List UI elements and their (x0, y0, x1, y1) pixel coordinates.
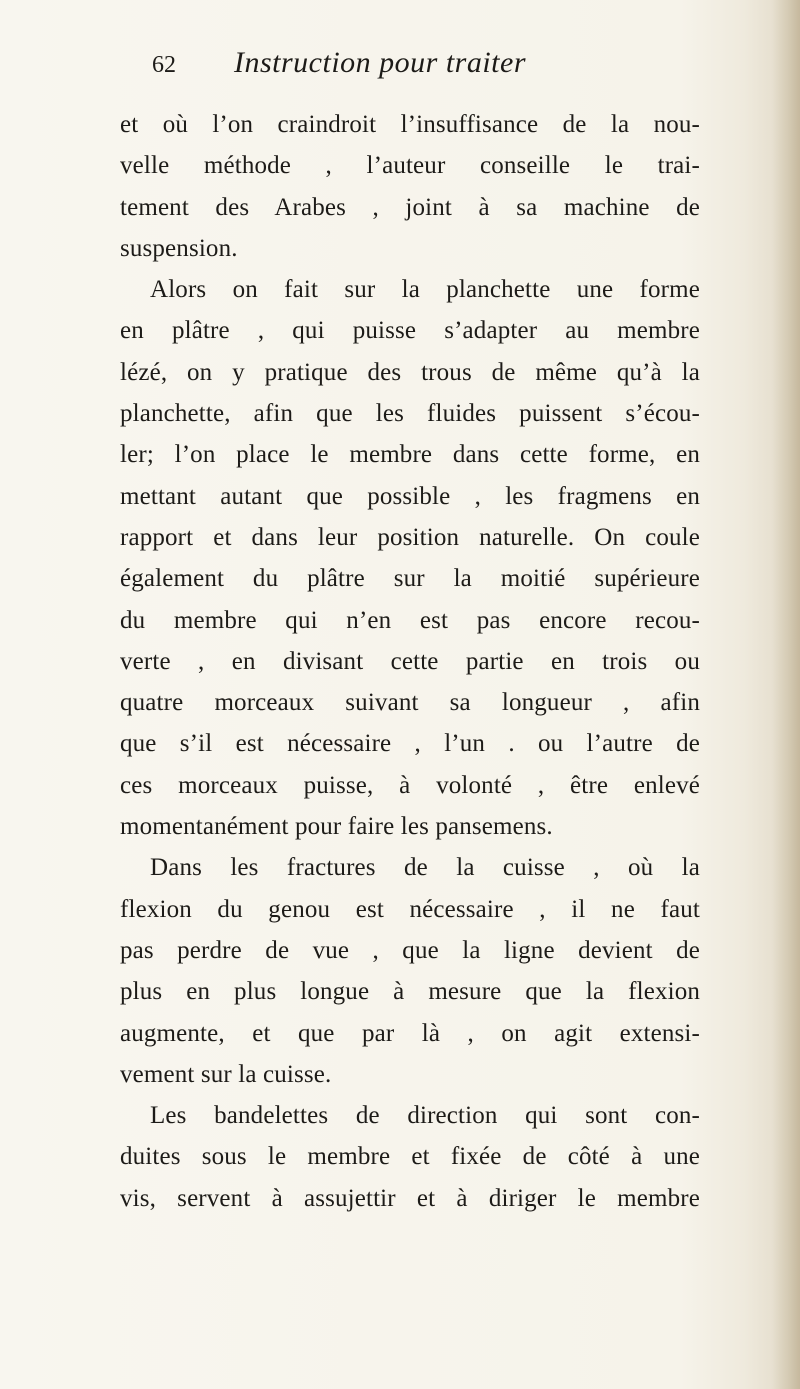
text-line: plus en plus longue à mesure que la flexion (120, 978, 700, 1006)
page-edge-shadow (772, 0, 800, 1389)
text-line: pas perdre de vue , que la ligne devient de (120, 936, 700, 964)
text-line: quatre morceaux suivant sa longueur , afin (120, 689, 700, 717)
text-line: vement sur la cuisse. (120, 1060, 332, 1088)
page-number: 62 (152, 52, 176, 78)
text-line: augmente, et que par là , on agit extensi- (120, 1019, 700, 1047)
body-text (120, 104, 700, 1219)
text-line: mettant autant que possible , les fragmens en (120, 482, 700, 510)
text-line: Les bandelettes de direction qui sont con- (150, 1102, 700, 1130)
text-line: duites sous le membre et fixée de côté à une (120, 1143, 700, 1171)
running-head (152, 46, 712, 86)
text-line: planchette, afin que les fluides puissent s’écou- (120, 400, 700, 428)
text-line: Alors on fait sur la planchette une forme (150, 276, 700, 304)
text-line: momentanément pour faire les pansemens. (120, 813, 553, 841)
text-line: vis, servent à assujettir et à diriger le membre (120, 1184, 700, 1212)
text-line: suspension. (120, 234, 238, 262)
text-line: rapport et dans leur position naturelle. On coule (120, 523, 700, 551)
text-line: et où l’on craindroit l’insuffisance de la nou- (120, 111, 700, 138)
text-line: tement des Arabes , joint à sa machine de (120, 193, 700, 221)
text-line: flexion du genou est nécessaire , il ne faut (120, 895, 700, 923)
text-line: ces morceaux puisse, à volonté , être enlevé (120, 771, 700, 799)
text-line: lézé, on y pratique des trous de même qu’à la (120, 358, 700, 386)
text-line: que s’il est nécessaire , l’un . ou l’autre de (120, 730, 700, 758)
text-line: du membre qui n’en est pas encore recou- (120, 606, 700, 634)
text-line: en plâtre , qui puisse s’adapter au membre (120, 317, 700, 345)
text-line: velle méthode , l’auteur conseille le trai- (120, 152, 700, 180)
text-line: également du plâtre sur la moitié supérieure (120, 565, 700, 593)
running-title: Instruction pour traiter (234, 46, 527, 79)
text-line: Dans les fractures de la cuisse , où la (150, 854, 700, 882)
text-line: ler; l’on place le membre dans cette forme, en (120, 441, 700, 469)
text-line: verte , en divisant cette partie en trois ou (120, 647, 700, 675)
